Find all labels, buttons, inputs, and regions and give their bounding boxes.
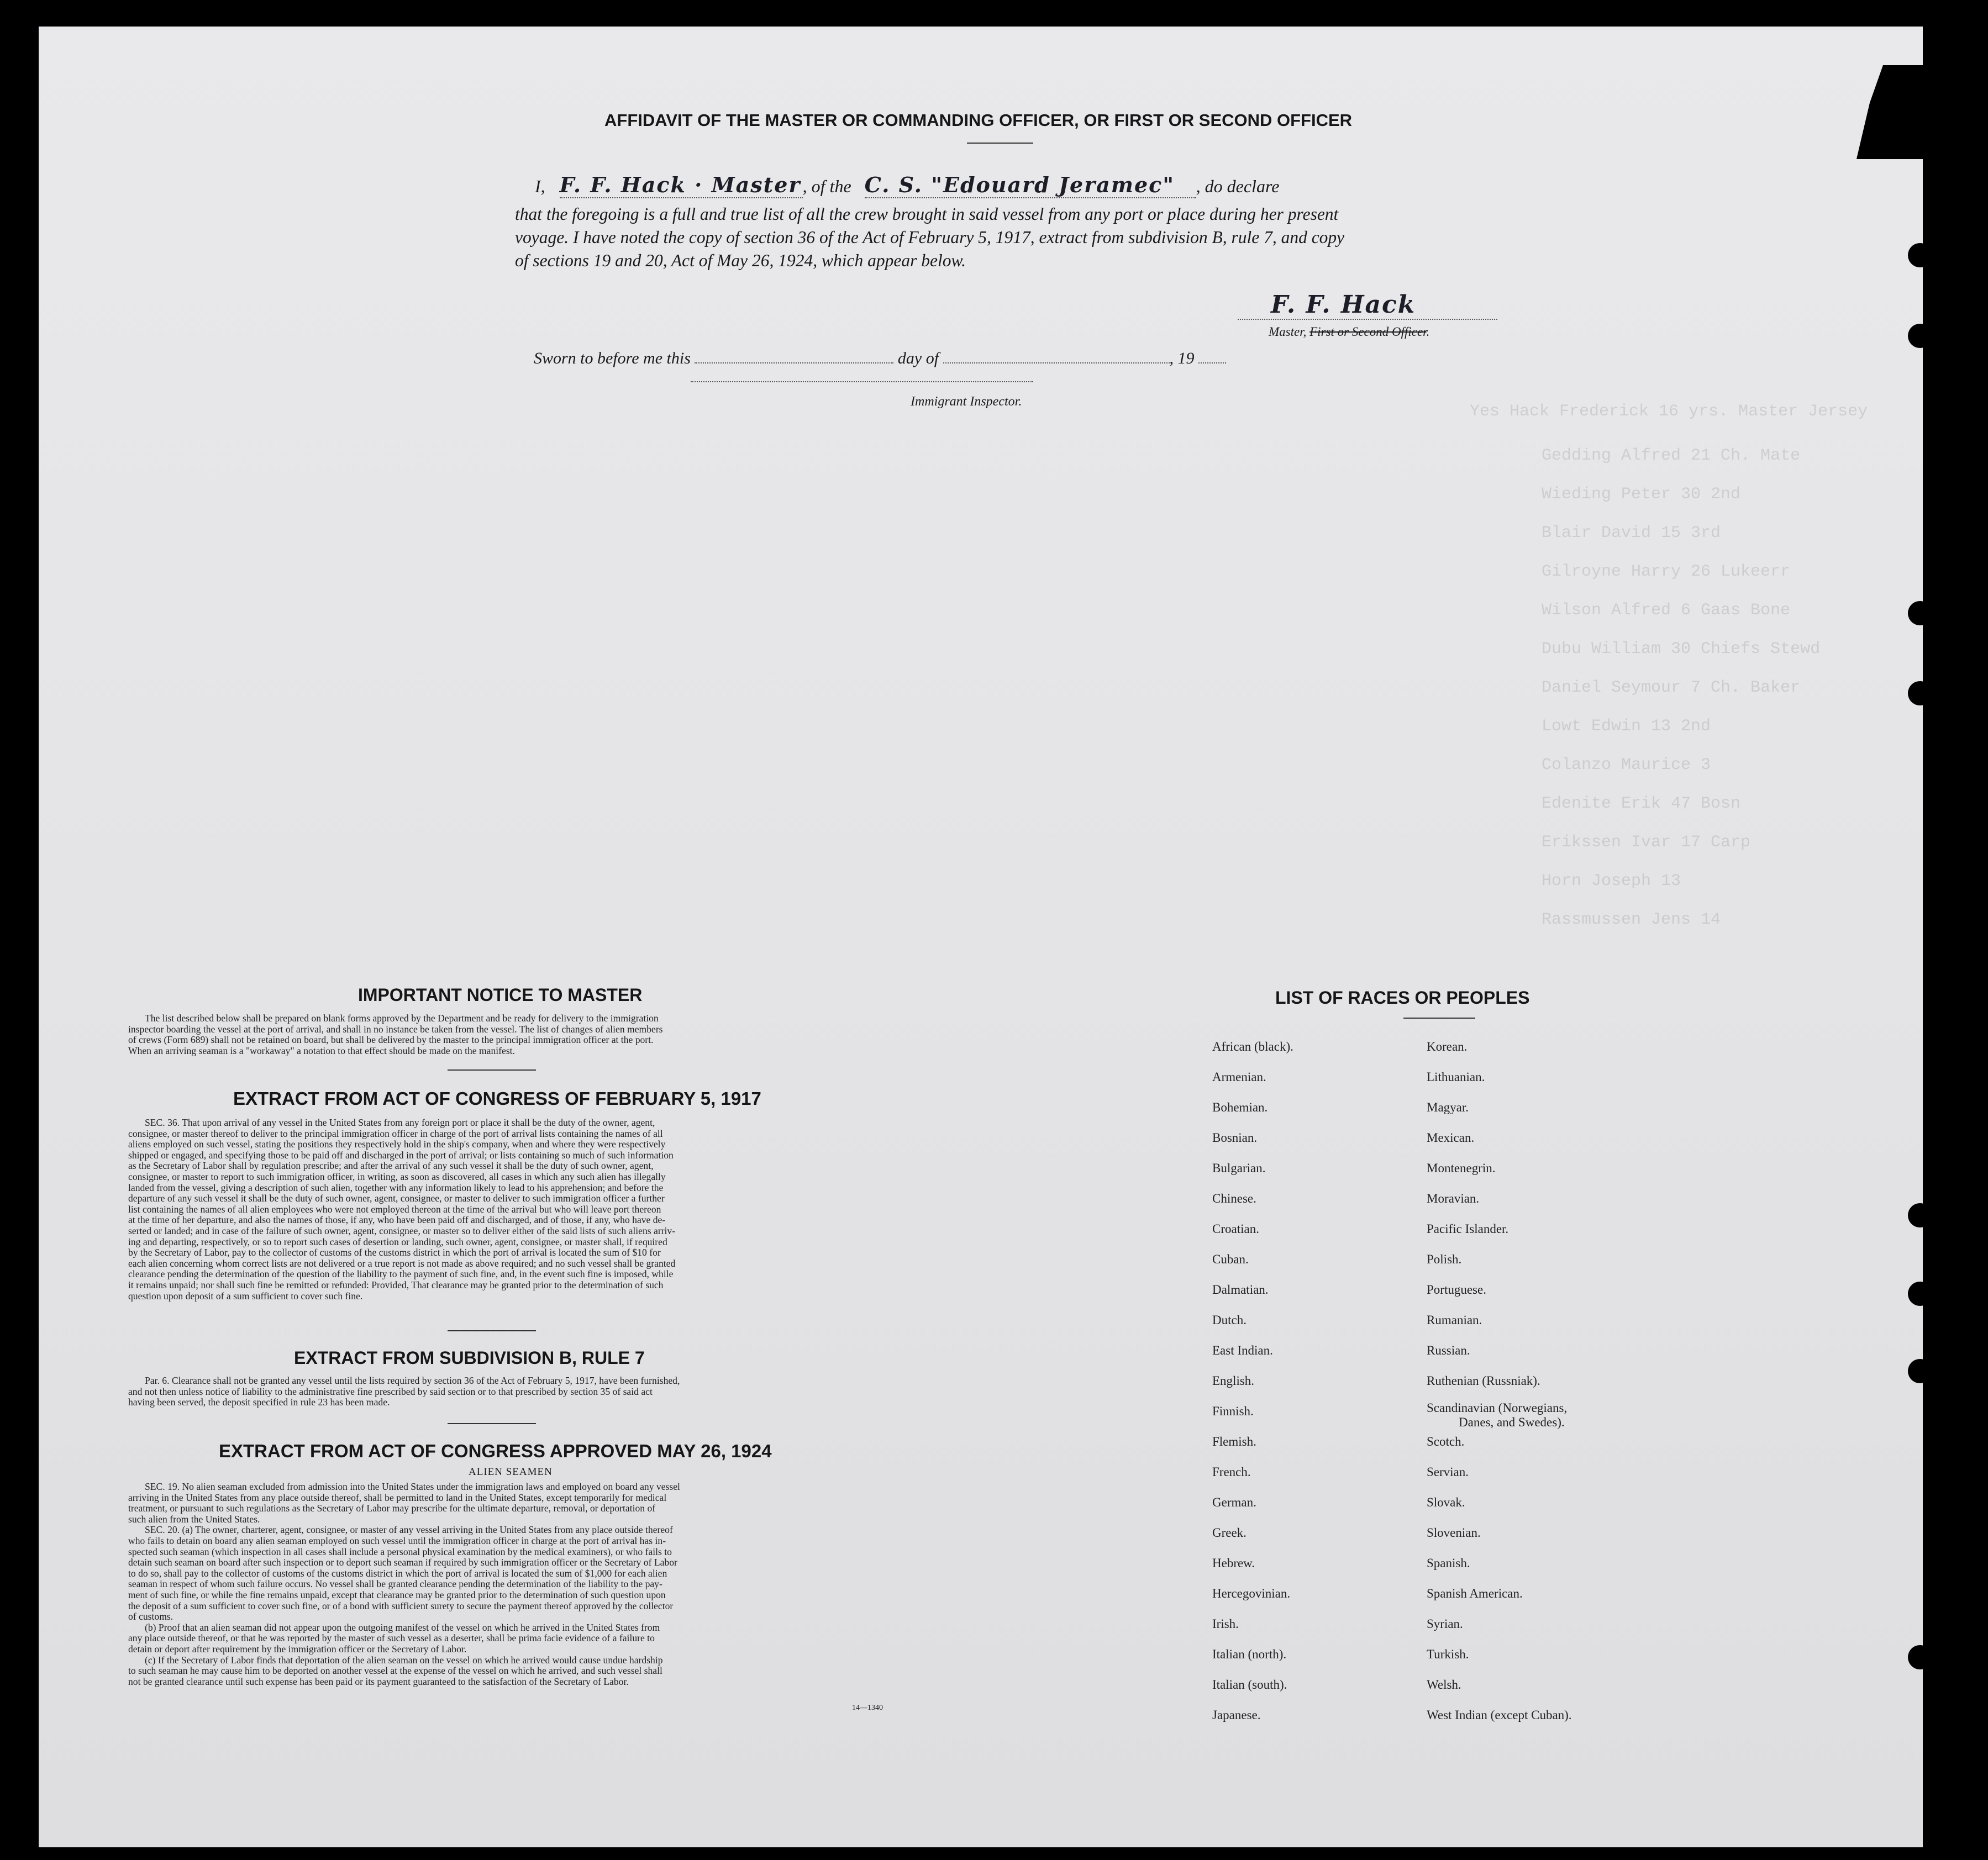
master-name-handwritten: F. F. Hack · Master xyxy=(559,172,801,197)
affidavit-line2: that the foregoing is a full and true list of all the crew brought in said vessel from any port or place during her present xyxy=(515,204,1339,224)
race-item: Scandinavian (Norwegians, xyxy=(1427,1401,1568,1415)
race-item: Japanese. xyxy=(1212,1708,1261,1722)
sworn-line: Sworn to before me this day of , 19 xyxy=(534,349,1226,368)
race-item: Montenegrin. xyxy=(1427,1161,1496,1175)
punch-hole xyxy=(1908,1282,1923,1306)
extract-1924-body: SEC. 19. No alien seaman excluded from admission into the United States under the immigration laws and employed on board any vessel arriving in the United States from any place outside thereof, shall be permitted to land in the United States, except temporarily for medical treatment, or pursuant to such regulations as the Secretary of Labor may prescribe for the ultimate departure, removal, or deportation of such alien from the United States. SEC. 20. (a) The owner, charterer, agent, consignee, or master of any vessel arriving in the United States from any place outside thereof who fails to detain on board any alien seaman employed on such vessel until the immigration officer in charge at the port of arrival has in- spected such seaman (which inspection in all cases shall include a personal physical examination by the medical examiners), or who fails to detain such seaman on board after such inspection or to deport such seaman if required by such immigration officer or the Secretary of Labor to do so, shall pay to the collector of customs of the customs district in which the port of arrival is located the sum of $1,000 for each alien seaman in respect of whom such failure occurs. No vessel shall be granted clearance pending the determination of the liability to the pay- ment of such fine, or while the fine remains unpaid, except that clearance may be granted prior to the determination of such question upon the deposit of a sum sufficient to cover such fine, or of a bond with sufficient surety to secure the payment thereof approved by the collector of customs. (b) Proof that an alien seaman did not appear upon the outgoing manifest of the vessel on which he arrived in the United States from any place outside thereof, or that he was reported by the master of such vessel as a deserter, shall be prima facie evidence of a failure to detain or deport after requirement by the immigration officer or the Secretary of Labor. (c) If the Secretary of Labor finds that deportation of the alien seaman on the vessel on which he arrived would cause undue hardship to such seaman he may cause him to be deported on another vessel at the expense of the vessel on which he arrived, and such vessel shall not be granted clearance until such expense has been paid or its payment guaranteed to the satisfaction of the Secretary of Labor. xyxy=(128,1481,680,1687)
document-page: Yes Hack Frederick 16 yrs. Master Jersey Gedding Alfred 21 Ch. Mate Wieding Peter 30 2nd Blair David 15 3rd Gilroyne Harry 26 Lukeerr Wilson Alfred 6 Gaas Bone Dubu William 30 Chiefs Stewd Daniel Seymour 7 Ch. Baker Lowt Edwin 13 2nd Colanzo Maurice 3 Edenite Erik 47 Bosn Erikssen Ivar 17 Carp Horn Joseph 13 Rassmussen Jens 14 AFFIDAVIT OF THE MASTER OR COMMANDING OFFICER, OR FIRST OR SECOND OFFICER I, F. F. Hack · Master , of the C. S. "Edouard Jeramec" , do declare that the foregoing is a full and true list of all the crew brought in said vessel from any port or place during her present voyage. I have noted the copy of section 36 of the Act of February 5, 1917, extract from subdivision B, rule 7, and copy of sections 19 and 20, Act of May 26, 1924, which appear below. F. F. Hack Master, First or Second Officer. Sworn to before me this day of , 19 Immigrant Inspector. IMPORTANT NOTICE TO MASTER The list described below shall be prepared on blank forms approved by the Department and be ready for delivery to the immigration inspector boarding the vessel at the port of arrival, and shall in no instance be taken from the vessel. The list of changes of alien members of crews (Form 689) shall not be retained on board, but shall be delivered by the master to the principal immigration officer at the port. When an arriving seaman is a "workaway" a notation to that effect should be made on the manifest. EXTRACT FROM ACT OF CONGRESS OF FEBRUARY 5, 1917 SEC. 36. That upon arrival of any vessel in the United States from any foreign port or place it shall be the duty of the owner, agent, consignee, or master thereof to deliver to the principal immigration officer in charge of the port of arrival lists containing the names of all aliens employed on such vessel, stating the positions they respectively hold in the ship's company, when and where they were respectively shipped or engaged, and specifying those to be paid off and discharged in the port of arrival; or lists containing so much of such information as the Secretary of Labor shall by regulation prescribe; and after the arrival of any such vessel it shall be the duty of such owner, agent, consignee, or master to report to such immigration officer, in writing, as soon as discovered, all cases in which any such alien has illegally landed from the vessel, giving a description of such alien, together with any information likely to lead to his apprehension; and before the departure of any such vessel it shall be the duty of such owner, agent, consignee, or master to deliver to such immigration officer a further list containing the names of all alien employees who were not employed thereon at the time of the arrival but who will leave port thereon at the time of her departure, and also the names of those, if any, who have been paid off and discharged, and of those, if any, who have de- serted or landed; and in case of the failure of such owner, agent, consignee, or master so to deliver either of the said lists of such aliens arriv- ing and departing, respectively, or so to report such cases of desertion or landing, such owner, agent, consignee, or master shall, if required by the Secretary of Labor, pay to the collector of customs of the customs district in which the port of arrival is located the sum of $10 for each alien concerning whom correct lists are not delivered or a true report is not made as above required; and no such vessel shall be granted clearance pending the determination of the question of the liability to the payment of such fine, and, in the event such fine is imposed, while it remains unpaid; nor shall such fine be remitted or refunded: Provided, That clearance may be granted prior to the determination of such question upon deposit of a sum sufficient to cover such fine. EXTRACT FROM SUBDIVISION B, RULE 7 Par. 6. Clearance shall not be granted any vessel until the lists required by section 36 of the Act of February 5, 1917, have been furnished, and not then unless notice of liability to the administrative fine prescribed by said section or to that prescribed by section 35 of said act having been served, the deposit specified in rule 23 has been made. EXTRACT FROM ACT OF CONGRESS APPROVED MAY 26, 1924 ALIEN SEAMEN SEC. 19. No alien seaman excluded from admission into the United States under the immigration laws and employed on board any vessel arriving in the United States from any place outside thereof, shall be permitted to land in the United States, except temporarily for medical treatment, or pursuant to such regulations as the Secretary of Labor may prescribe for the ultimate departure, removal, or deportation of such alien from the United States. SEC. 20. (a) The owner, charterer, agent, consignee, or master of any vessel arriving in the United States from any place outside thereof who fails to detain on board any alien seaman employed on such vessel until the immigration officer in charge at the port of arrival has in- spected such seaman (which inspection in all cases shall include a personal physical examination by the medical examiners), or who fails to detain such seaman on board after such inspection or to deport such seaman if required by such immigration officer or the Secretary of Labor to do so, shall pay to the collector of customs of the customs district in which the port of arrival is located the sum of $1,000 for each alien seaman in respect of whom such failure occurs. No vessel shall be granted clearance pending the determination of the liability to the pay- ment of such fine, or while the fine remains unpaid, except that clearance may be granted prior to the determination of such question upon the deposit of a sum sufficient to cover such fine, or of a bond with sufficient surety to secure the payment thereof approved by the collector of customs. (b) Proof that an alien seaman did not appear upon the outgoing manifest of the vessel on which he arrived in the United States from any place outside thereof, or that he was reported by the master of such vessel as a deserter, shall be prima facie evidence of a failure to detain or deport after requirement by the immigration officer or the Secretary of Labor. (c) If the Secretary of Labor finds that deportation of the alien seaman on the vessel on which he arrived would cause undue hardship to such seaman he may cause him to be deported on another vessel at the expense of the vessel on which he arrived, and such vessel shall not be granted clearance until such expense has been paid or its payment guaranteed to the satisfaction of the Secretary of Labor. 14—1340 LIST OF RACES OR PEOPLES African (black). Armenian. Bohemian. Bosnian. Bulgarian. Chinese. Croatian. Cuban. Dalmatian. Dutch. East Indian. English. Finnish. Flemish. French. German. Greek. Hebrew. Hercegovinian. Irish. Italian (north). Italian (south). Japanese. Korean. Lithuanian. Magyar. Mexican. Montenegrin. Moravian. Pacific Islander. Polish. Portuguese. Rumanian. Russian. Ruthenian (Russniak). Scandinavian (Norwegians, Danes, and Swedes). Scotch. Servian. Slovak. Slovenian. Spanish. Spanish American. Syrian. Turkish. Welsh. West Indian (except Cuban). xyxy=(39,27,1923,1847)
race-item: Hebrew. xyxy=(1212,1556,1255,1570)
rule7-body: Par. 6. Clearance shall not be granted any vessel until the lists required by section 36 of the Act of February 5, 1917, have been furnished, and not then unless notice of liability to the administrative fine prescribed by said section or to that prescribed by section 35 of said act having been served, the deposit specified in rule 23 has been made. xyxy=(128,1375,680,1408)
race-item: Dalmatian. xyxy=(1212,1283,1269,1297)
punch-hole xyxy=(1908,324,1923,348)
divider xyxy=(448,1330,536,1331)
divider xyxy=(1403,1018,1475,1019)
race-item: Armenian. xyxy=(1212,1070,1266,1084)
inspector-signature-line xyxy=(691,381,1033,382)
race-item: Syrian. xyxy=(1427,1617,1463,1631)
race-item: Italian (south). xyxy=(1212,1678,1287,1692)
race-item: Greek. xyxy=(1212,1526,1247,1540)
race-item: German. xyxy=(1212,1495,1256,1509)
race-item: Bohemian. xyxy=(1212,1100,1268,1114)
punch-hole xyxy=(1908,243,1923,267)
race-item: Lithuanian. xyxy=(1427,1070,1485,1084)
race-item: Rumanian. xyxy=(1427,1313,1482,1327)
affidavit-title: AFFIDAVIT OF THE MASTER OR COMMANDING OFFICER, OR FIRST OR SECOND OFFICER xyxy=(604,110,1353,130)
of-the-label: , of the xyxy=(802,176,851,196)
race-item: Croatian. xyxy=(1212,1222,1259,1236)
race-item: Hercegovinian. xyxy=(1212,1587,1291,1600)
affidavit-declaration-line1 xyxy=(535,172,1279,198)
race-item: Pacific Islander. xyxy=(1427,1222,1509,1236)
race-item: Cuban. xyxy=(1212,1252,1249,1266)
race-item: English. xyxy=(1212,1374,1255,1388)
divider xyxy=(448,1423,536,1424)
race-item: Portuguese. xyxy=(1427,1283,1486,1297)
do-declare-label: , do declare xyxy=(1196,176,1280,196)
race-item: Moravian. xyxy=(1427,1192,1480,1205)
race-item: Irish. xyxy=(1212,1617,1239,1631)
race-item: Finnish. xyxy=(1212,1404,1254,1418)
race-item: Danes, and Swedes). xyxy=(1459,1415,1565,1429)
i-label: I, xyxy=(535,176,545,196)
race-item: Bosnian. xyxy=(1212,1131,1258,1145)
race-item: Turkish. xyxy=(1427,1647,1469,1661)
race-item: Chinese. xyxy=(1212,1192,1256,1205)
punch-hole xyxy=(1908,601,1923,625)
race-item: Italian (north). xyxy=(1212,1647,1287,1661)
races-title: LIST OF RACES OR PEOPLES xyxy=(1275,988,1530,1008)
divider xyxy=(967,143,1033,144)
race-item: Flemish. xyxy=(1212,1435,1256,1448)
race-item: Servian. xyxy=(1427,1465,1469,1479)
race-item: East Indian. xyxy=(1212,1343,1273,1357)
race-item: French. xyxy=(1212,1465,1251,1479)
vessel-name-handwritten: C. S. "Edouard Jeramec" xyxy=(864,172,1175,197)
race-item: African (black). xyxy=(1212,1040,1293,1053)
race-item: West Indian (except Cuban). xyxy=(1427,1708,1572,1722)
race-item: Scotch. xyxy=(1427,1435,1465,1448)
race-item: Bulgarian. xyxy=(1212,1161,1266,1175)
race-item: Magyar. xyxy=(1427,1100,1469,1114)
race-item: Polish. xyxy=(1427,1252,1462,1266)
affidavit-line4: of sections 19 and 20, Act of May 26, 1924, which appear below. xyxy=(515,251,966,270)
signature-caption: Master, First or Second Officer. xyxy=(1269,325,1430,339)
race-item: Korean. xyxy=(1427,1040,1468,1053)
form-number: 14—1340 xyxy=(852,1704,883,1712)
race-item: Spanish American. xyxy=(1427,1587,1523,1600)
extract-1917-title: EXTRACT FROM ACT OF CONGRESS OF FEBRUARY 5, 1917 xyxy=(233,1088,761,1109)
alien-seamen-subtitle: ALIEN SEAMEN xyxy=(469,1466,553,1478)
race-item: Spanish. xyxy=(1427,1556,1470,1570)
race-item: Slovenian. xyxy=(1427,1526,1481,1540)
notice-title: IMPORTANT NOTICE TO MASTER xyxy=(358,985,643,1005)
punch-hole xyxy=(1908,1203,1923,1227)
race-item: Dutch. xyxy=(1212,1313,1247,1327)
race-item: Slovak. xyxy=(1427,1495,1465,1509)
race-item: Russian. xyxy=(1427,1343,1470,1357)
notice-body: The list described below shall be prepared on blank forms approved by the Department and be ready for delivery to the immigration inspector boarding the vessel at the port of arrival, and shall in no instance be taken from the vessel. The list of changes of alien members of crews (Form 689) shall not be retained on board, but shall be delivered by the master to the principal immigration officer at the port. When an arriving seaman is a "workaway" a notation to that effect should be made on the manifest. xyxy=(128,1013,663,1056)
race-item: Mexican. xyxy=(1427,1131,1475,1145)
punch-hole xyxy=(1908,1645,1923,1669)
divider xyxy=(448,1069,536,1071)
race-item: Ruthenian (Russniak). xyxy=(1427,1374,1540,1388)
extract-1917-body: SEC. 36. That upon arrival of any vessel in the United States from any foreign port or place it shall be the duty of the owner, agent, consignee, or master thereof to deliver to the principal immigration officer in charge of the port of arrival lists containing the names of all aliens employed on such vessel, stating the positions they respectively hold in the ship's company, when and where they were respectively shipped or engaged, and specifying those to be paid off and discharged in the port of arrival; or lists containing so much of such information as the Secretary of Labor shall by regulation prescribe; and after the arrival of any such vessel it shall be the duty of such owner, agent, consignee, or master to report to such immigration officer, in writing, as soon as discovered, all cases in which any such alien has illegally landed from the vessel, giving a description of such alien, together with any information likely to lead to his apprehension; and before the departure of any such vessel it shall be the duty of such owner, agent, consignee, or master to deliver to such immigration officer a further list containing the names of all alien employees who were not employed thereon at the time of the arrival but who will leave port thereon at the time of her departure, and also the names of those, if any, who have been paid off and discharged, and of those, if any, who have de- serted or landed; and in case of the failure of such owner, agent, consignee, or master so to deliver either of the said lists of such aliens arriv- ing and departing, respectively, or so to report such cases of desertion or landing, such owner, agent, consignee, or master shall, if required by the Secretary of Labor, pay to the collector of customs of the customs district in which the port of arrival is located the sum of $10 for each alien concerning whom correct lists are not delivered or a true report is not made as above required; and no such vessel shall be granted clearance pending the determination of the question of the liability to the payment of such fine, and, in the event such fine is imposed, while it remains unpaid; nor shall such fine be remitted or refunded: Provided, That clearance may be granted prior to the determination of such question upon deposit of a sum sufficient to cover such fine. xyxy=(128,1117,676,1302)
punch-hole xyxy=(1908,681,1923,705)
affidavit-line3: voyage. I have noted the copy of section 36 of the Act of February 5, 1917, extract from subdivision B, rule 7, and copy xyxy=(515,228,1345,247)
punch-hole xyxy=(1908,1359,1923,1383)
master-signature: F. F. Hack xyxy=(1271,291,1416,319)
torn-corner xyxy=(1856,65,1923,159)
extract-1924-title: EXTRACT FROM ACT OF CONGRESS APPROVED MAY 26, 1924 xyxy=(219,1441,772,1461)
race-item: Welsh. xyxy=(1427,1678,1461,1692)
rule7-title: EXTRACT FROM SUBDIVISION B, RULE 7 xyxy=(294,1348,645,1368)
immigrant-inspector-label: Immigrant Inspector. xyxy=(911,394,1022,409)
